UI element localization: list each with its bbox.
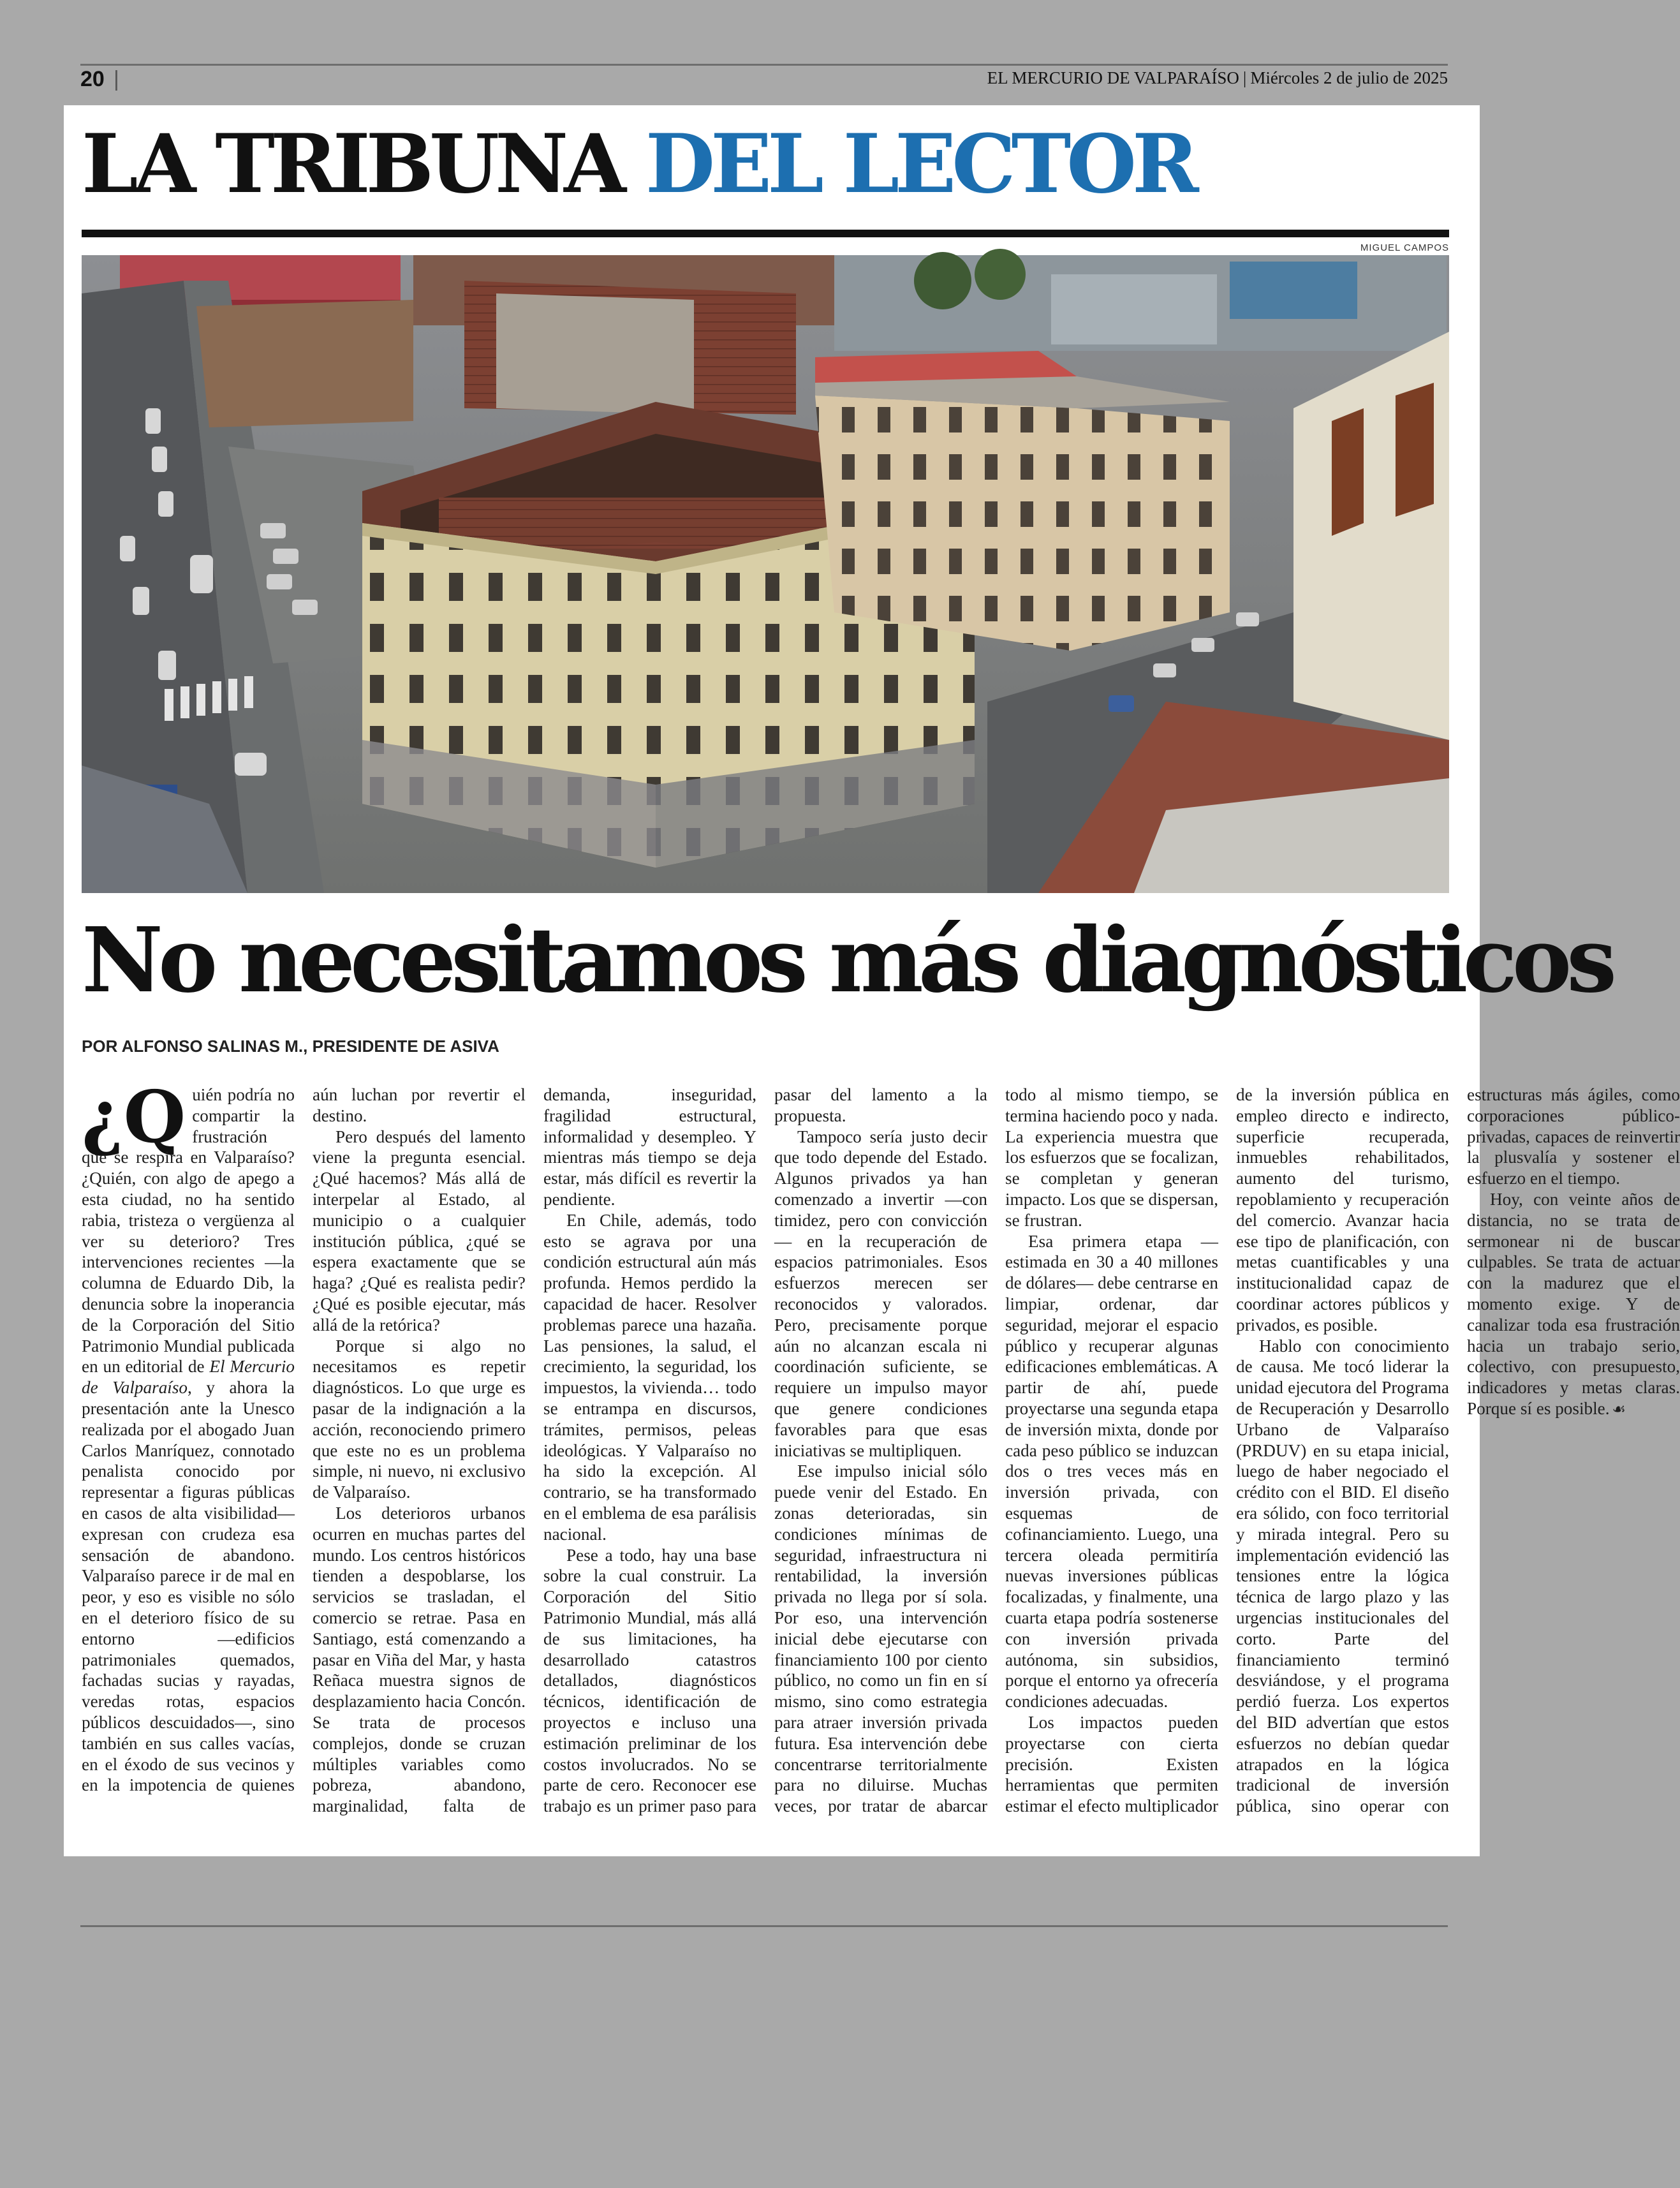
article-paragraph: Los deterioros urbanos ocurren en muchas partes del mundo. Los centros históricos tienden a despoblarse, los servicios se trasladan, el comercio se retrae. Pasa en Santiago, está comenzando a pasar en Viña del Mar, y hasta Reñaca muestra signos de desplazamiento hacia Concón. Se trata de procesos complejos, donde se cruzan múltiples variables como pobreza, abandono, marginalidad, falta de demanda, inseguridad, fragilidad estructural, informalidad y desempleo. Y mientras más tiempo se deja estar, más difícil es revertir la pendiente. <box>313 1085 756 1816</box>
article-paragraph: En Chile, además, todo esto se agrava por una condición estructural aún más profunda. Hemos perdido la capacidad de hacer. Resolver problemas parece una hazaña. Las pensiones, la salud, el crecimiento, la seguridad, los impuestos, la vivienda… todo se entrampa en discursos, trámites, permisos, peleas ideológicas. Y Valparaíso no ha sido la excepción. Al contrario, se ha transformado en el emblema de esa parálisis nacional. <box>543 1210 756 1544</box>
paragraph-text: Hoy, con veinte años de distancia, no se trata de sermonear ni de buscar culpables. Se trata de actuar con la madurez que el momento exige. Y de canalizar toda esa frustración hacia un trabajo serio, colectivo, con presupuesto, indicadores y metas claras. Porque sí es posible. <box>1467 1189 1680 1418</box>
photo-credit: MIGUEL CAMPOS <box>1360 242 1449 253</box>
article-photo <box>82 255 1449 893</box>
article-byline: POR ALFONSO SALINAS M., PRESIDENTE DE ASIVA <box>82 1037 499 1056</box>
newspaper-page <box>64 105 1680 1856</box>
paragraph-text: , y ahora la presentación ante la Unesco realizada por el abogado Juan Carlos Manríquez, connotado penalista conocido por representar a figuras públicas en casos de alta visibilidad— expresan con crudeza esa sensación de abandono. Valparaíso parece ir de mal en peor, y eso es visible no sólo en el deterioro físico de su entorno —edificios patrimoniales quemados, fachadas sucias y rayadas, veredas rotas, espacios públicos descuidados—, sino también en sus calles vacías, en el éxodo de sus vecinos y en la impotencia de quienes aún luchan por revertir el destino. <box>82 1085 526 1795</box>
publication-date: Miércoles 2 de julio de 2025 <box>1250 68 1448 87</box>
bottom-rule <box>80 1925 1448 1927</box>
article-paragraph: Hablo con conocimiento de causa. Me tocó liderar la unidad ejecutora del Programa de Recuperación y Desarrollo Urbano de Valparaíso (PRDUV) en su etapa inicial, luego de haber negociado el crédito con el BID. El diseño era sólido, con foco territorial y mirada integral. Pero su implementación evidenció las tensiones entre la lógica técnica de largo plazo y las urgencias institucionales del corto. Parte del financiamiento terminó desviándose, y el programa perdió fuerza. Los expertos del BID advertían que estos esfuerzos no debían quedar atrapados en la lógica tradicional de inversión pública, sino operar con estructuras más ágiles, como corporaciones público-privadas, capaces de reinvertir la plusvalía y sostener el esfuerzo en el tiempo. <box>1236 1085 1680 1816</box>
article-paragraph: Esa primera etapa —estimada en 30 a 40 millones de dólares— debe centrarse en limpiar, ordenar, dar seguridad, mejorar el espacio público y recuperar algunas edificaciones emblemáticas. A partir de ahí, puede proyectarse una segunda etapa de inversión mixta, donde por cada peso público se induzcan dos o tres veces más en inversión privada, con esquemas de cofinanciamiento. Luego, una tercera oleada permitiría nuevas inversiones públicas focalizadas, y finalmente, una cuarta etapa podría sostenerse con inversión privada autónoma, sin subsidios, porque el entorno ya ofrecería condiciones adecuadas. <box>1005 1231 1218 1711</box>
article-paragraph <box>1467 1189 1680 1421</box>
section-title <box>82 117 1195 211</box>
page-number: 20 <box>80 67 105 91</box>
newspaper-name-emphasis: El Mercurio de Valparaíso <box>82 1357 295 1398</box>
end-mark-icon: ☙ <box>1612 1401 1626 1418</box>
drop-cap: ¿Q <box>82 1076 186 1159</box>
article-paragraph: Ese impulso inicial sólo puede venir del Estado. En zonas deterioradas, sin condiciones mínimas de seguridad, infraestructura ni rentabilidad, la inversión privada no llega por sí sola. Por eso, una intervención inicial debe ejecutarse con financiamiento 100 por ciento público, no como un fin en sí mismo, sino como estrategia para atraer inversión privada futura. Esa intervención debe concentrarse territorialmente para no diluirse. Muchas veces, por tratar de abarcar todo al mismo tiempo, se termina haciendo poco y nada. La experiencia muestra que los esfuerzos que se focalizan, se completan y generan impacto. Los que se dispersan, se frustran. <box>774 1085 1218 1816</box>
article-paragraph: Pese a todo, hay una base sobre la cual construir. La Corporación del Sitio Patrimonio Mundial, más allá de sus limitaciones, ha desarrollado catastros detallados, diagnósticos técnicos, identificación de proyectos e incluso una estimación preliminar de los costos involucrados. No se parte de cero. Reconocer ese trabajo es un primer paso para pasar del lamento a la propuesta. <box>543 1085 987 1816</box>
section-title-part1: LA TRIBUNA <box>82 117 622 211</box>
section-title-part2: DEL LECTOR <box>645 117 1195 211</box>
page-number-separator: | <box>114 67 119 91</box>
paragraph-text: uién podría no compartir la frustración que se respira en Valparaíso? ¿Quién, con algo de apego a esta ciudad, no ha sentido rabia, tristeza o vergüenza al ver su deterioro? Tres intervenciones recientes —la columna de Eduardo Dib, la denuncia sobre la inoperancia de la Corporación del Sitio Patrimonio Mundial publicada en un editorial de <box>82 1085 295 1377</box>
article-paragraph: Los impactos pueden proyectarse con cierta precisión. Existen herramientas que permiten estimar el efecto multiplicador de la inversión pública en empleo directo e indirecto, superficie recuperada, inmuebles rehabilitados, aumento del turismo, repoblamiento y recuperación del comercio. Avanzar hacia ese tipo de planificación, con metas cuantificables y una institucionalidad capaz de coordinar actores públicos y privados, es posible. <box>1005 1085 1449 1816</box>
article-body <box>82 1076 1680 1837</box>
article-paragraph: Porque si algo no necesitamos es repetir diagnósticos. Lo que urge es pasar de la indignación a la acción, reconociendo primero que este no es un problema simple, ni nuevo, ni exclusivo de Valparaíso. <box>313 1336 526 1502</box>
page-header <box>80 64 1448 98</box>
publication-name: EL MERCURIO DE VALPARAÍSO <box>987 68 1239 87</box>
masthead-info <box>987 68 1448 88</box>
article-paragraph: Tampoco sería justo decir que todo depende del Estado. Algunos privados ya han comenzado a invertir —con timidez, pero con convicción— en la recuperación de espacios patrimoniales. Esos esfuerzos merecen ser reconocidos y valorados. Pero, precisamente porque aún no alcanzan escala ni coordinación suficiente, se requiere un impulso mayor que genere condiciones favorables para que esas iniciativas se multipliquen. <box>774 1127 987 1460</box>
article-headline: No necesitamos más diagnósticos <box>82 908 1612 1013</box>
article-paragraph: Pero después del lamento viene la pregunta esencial. ¿Qué hacemos? Más allá de interpelar al Estado, al municipio o a cualquier institución pública, ¿qué se espera exactamente que se haga? ¿Qué es realista pedir? ¿Qué es posible ejecutar, más allá de la retórica? <box>313 1127 526 1334</box>
masthead-separator: | <box>1242 68 1247 87</box>
title-rule <box>82 230 1449 237</box>
